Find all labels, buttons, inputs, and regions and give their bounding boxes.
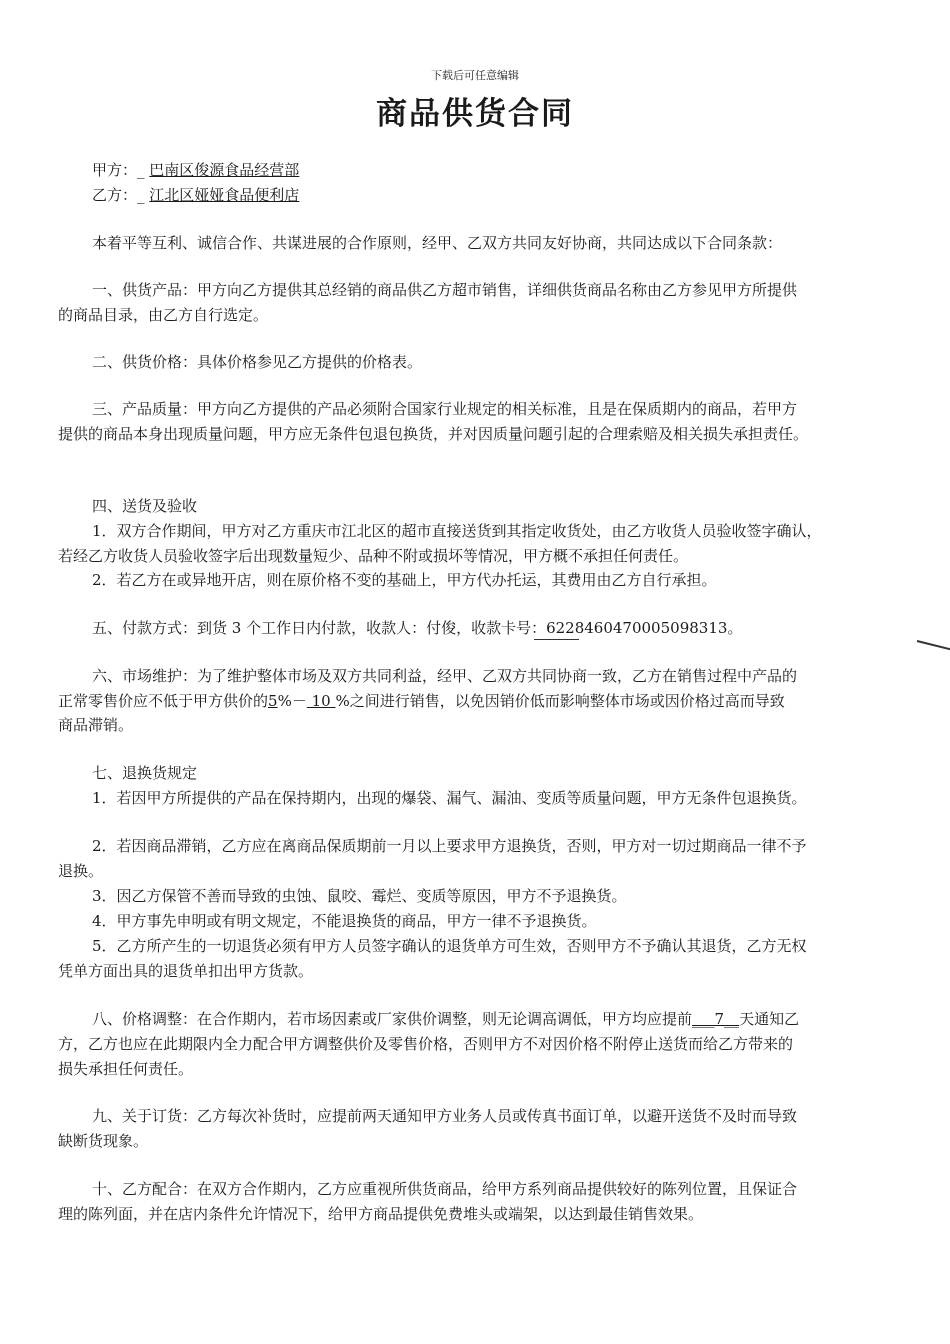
section-5: 五、付款方式：到货 3 个工作日内付款，收款人：付俊，收款卡号：6228460470005098313。 xyxy=(92,619,743,637)
section-8-line-2: 方，乙方也应在此期限内全力配合甲方调整供价及零售价格，否则甲方不对因价格不附停止送货而给乙方带来的 xyxy=(58,1035,794,1053)
section-9-line-2: 缺断货现象。 xyxy=(58,1132,149,1150)
intro-paragraph: 本着平等互利、诚信合作、共谋进展的合作原则，经甲、乙双方共同友好协商，共同达成以下合同条款： xyxy=(92,234,783,252)
party-a-name: 巴南区俊源食品经营部 xyxy=(149,161,300,179)
party-a: 甲方：_ 巴南区俊源食品经营部 xyxy=(92,161,300,179)
section-4-item-2: 2．若乙方在或异地开店，则在原价格不变的基础上，甲方代办托运，其费用由乙方自行承担。 xyxy=(92,571,717,589)
section-3-line-2: 提供的商品本身出现质量问题，甲方应无条件包退包换货，并对因质量问题引起的合理索赔及相关损失承担责任。 xyxy=(58,425,809,443)
section-7-item-5-line-2: 凭单方面出具的退货单扣出甲方货款。 xyxy=(58,962,314,980)
notice-days: ___7__ xyxy=(692,1010,740,1028)
section-8-line-1: 八、价格调整：在合作期内，若市场因素或厂家供价调整，则无论调高调低，甲方均应提前___7__天通知乙 xyxy=(92,1010,800,1028)
section-6-line-2: 正常零售价应不低于甲方供价的5%－ 10 %之间进行销售，以免因销价低而影响整体市场或因价格过高而导致 xyxy=(58,692,785,710)
section-6-line-1: 六、市场维护：为了维护整体市场及双方共同利益，经甲、乙双方共同协商一致，乙方在销售过程中产品的 xyxy=(92,667,798,685)
section-7-heading: 七、退换货规定 xyxy=(92,764,198,782)
section-7-item-2-line-1: 2．若因商品滞销，乙方应在离商品保质期前一月以上要求甲方退换货，否则，甲方对一切过期商品一律不予 xyxy=(92,837,807,855)
section-1-line-2: 的商品目录，由乙方自行选定。 xyxy=(58,306,269,324)
section-2: 二、供货价格：具体价格参见乙方提供的价格表。 xyxy=(92,353,423,371)
section-8-line-3: 损失承担任何责任。 xyxy=(58,1060,194,1078)
section-4-heading: 四、送货及验收 xyxy=(92,497,198,515)
section-10-line-2: 理的陈列面，并在店内条件允许情况下，给甲方商品提供免费堆头或端架，以达到最佳销售效果。 xyxy=(58,1205,704,1223)
section-7-item-1: 1．若因甲方所提供的产品在保持期内，出现的爆袋、漏气、漏油、变质等质量问题，甲方无条件包退换货。 xyxy=(92,789,807,807)
document-title: 商品供货合同 xyxy=(376,96,574,132)
section-4-item-1-line-2: 若经乙方收货人员验收签字后出现数量短少、品种不附或损坏等情况，甲方概不承担任何责任。 xyxy=(58,547,689,565)
header-note: 下载后可任意编辑 xyxy=(431,69,519,82)
percent-high: 10 xyxy=(306,692,336,710)
section-7-item-5-line-1: 5．乙方所产生的一切退货必须有甲方人员签字确认的退货单方可生效，否则甲方不予确认其退货，乙方无权 xyxy=(92,937,807,955)
section-4-item-1-line-1: 1．双方合作期间，甲方对乙方重庆市江北区的超市直接送货到其指定收货处，由乙方收货人员验收签字确认， xyxy=(92,522,822,540)
margin-mark xyxy=(917,640,950,651)
section-7-item-4: 4．甲方事先申明或有明文规定，不能退换货的商品，甲方一律不予退换货。 xyxy=(92,912,597,930)
party-b-name: 江北区娅娅食品便利店 xyxy=(149,186,300,204)
section-3-line-1: 三、产品质量：甲方向乙方提供的产品必须附合国家行业规定的相关标准，且是在保质期内的商品，若甲方 xyxy=(92,400,798,418)
section-1-line-1: 一、供货产品：甲方向乙方提供其总经销的商品供乙方超市销售，详细供货商品名称由乙方参见甲方所提供 xyxy=(92,281,798,299)
section-7-item-2-line-2: 退换。 xyxy=(58,862,104,880)
section-10-line-1: 十、乙方配合：在双方合作期内，乙方应重视所供货商品，给甲方系列商品提供较好的陈列位置，且保证合 xyxy=(92,1180,798,1198)
section-9-line-1: 九、关于订货：乙方每次补货时，应提前两天通知甲方业务人员或传真书面订单，以避开送货不及时而导致 xyxy=(92,1107,798,1125)
card-number-underline xyxy=(534,639,579,640)
percent-low: 5 xyxy=(268,692,278,710)
party-b: 乙方：_ 江北区娅娅食品便利店 xyxy=(92,186,300,204)
section-7-item-3: 3．因乙方保管不善而导致的虫蚀、鼠咬、霉烂、变质等原因，甲方不予退换货。 xyxy=(92,887,627,905)
section-6-line-3: 商品滞销。 xyxy=(58,716,134,734)
